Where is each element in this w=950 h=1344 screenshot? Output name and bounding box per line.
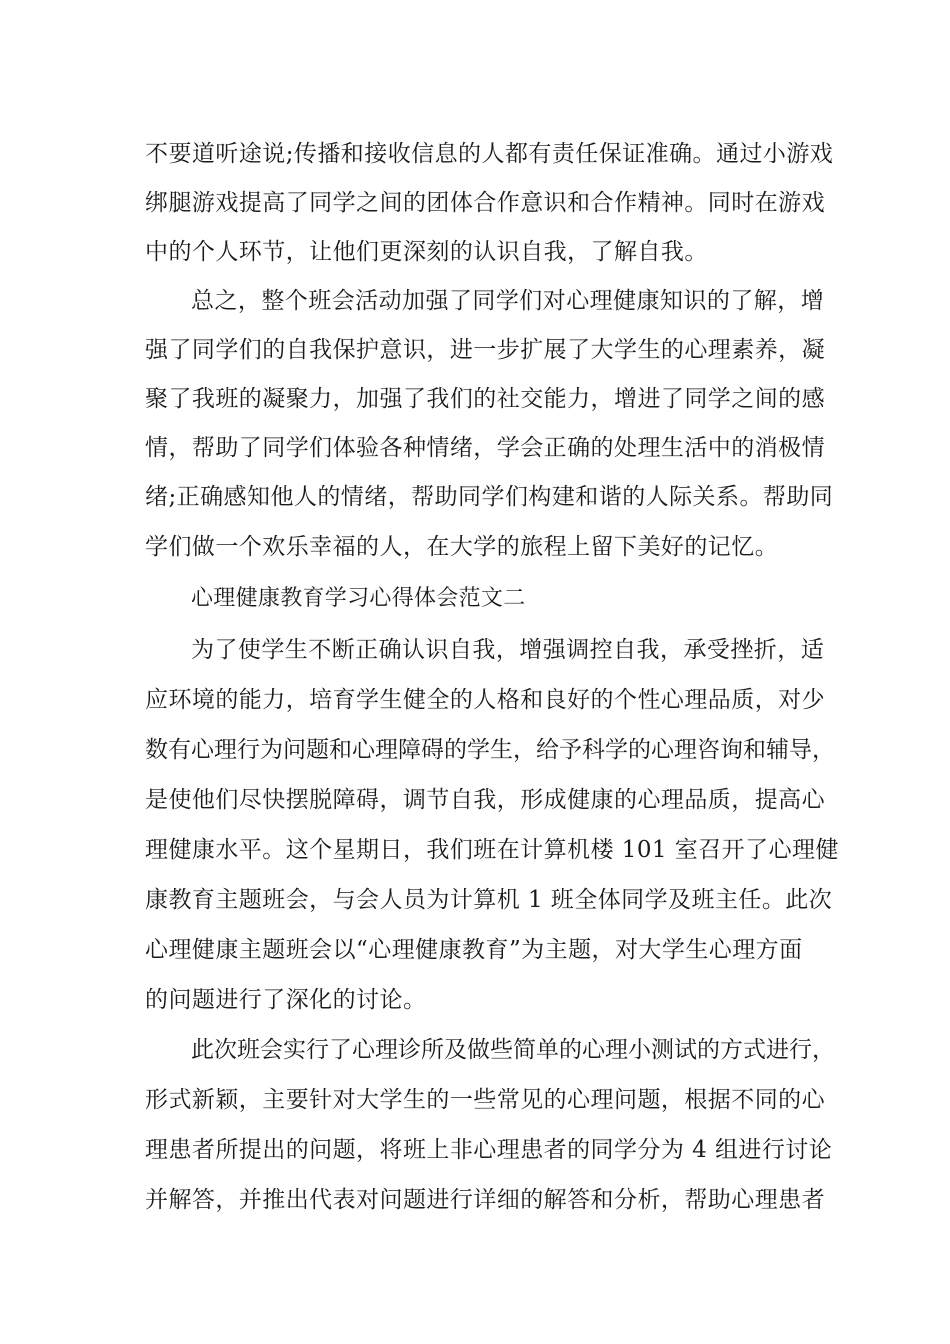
text-line <box>0 1134 950 1166</box>
text-line <box>0 383 950 415</box>
line-text: 康教育主题班会，与会人员为计算机 1 班全体同学及班主任。此次 <box>145 887 833 913</box>
line-text: 理健康水平。这个星期日，我们班在计算机楼 101 室召开了心理健 <box>145 837 839 863</box>
text-line <box>0 784 950 816</box>
text-line <box>0 884 950 916</box>
text-line <box>0 334 950 366</box>
heading-text: 心理健康教育学习心得体会范文二 <box>191 586 526 611</box>
line-text: 是使他们尽快摆脱障碍，调节自我，形成健康的心理品质，提高心 <box>145 787 826 813</box>
line-text: 总之，整个班会活动加强了同学们对心理健康知识的了解，增 <box>191 288 825 314</box>
text-line <box>0 834 950 866</box>
text-line <box>0 734 950 766</box>
line-text: 不要道听途说;传播和接收信息的人都有责任保证准确。通过小游戏 <box>145 141 834 167</box>
text-line <box>0 1034 950 1066</box>
line-text: 聚了我班的凝聚力，加强了我们的社交能力，增进了同学之间的感 <box>145 386 826 412</box>
text-line <box>0 934 950 966</box>
text-line <box>0 236 950 268</box>
line-text: 心理健康主题班会以“心理健康教育”为主题，对大学生心理方面 <box>145 937 803 963</box>
line-text: 此次班会实行了心理诊所及做些简单的心理小测试的方式进行， <box>191 1037 835 1063</box>
line-text: 应环境的能力，培育学生健全的人格和良好的个性心理品质，对少 <box>145 687 826 713</box>
line-text: 强了同学们的自我保护意识，进一步扩展了大学生的心理素养，凝 <box>145 337 826 363</box>
line-text: 理患者所提出的问题，将班上非心理患者的同学分为 4 组进行讨论 <box>145 1137 833 1163</box>
text-line <box>0 138 950 170</box>
text-line <box>0 187 950 219</box>
text-line <box>0 531 950 563</box>
text-line <box>0 634 950 666</box>
text-line <box>0 1084 950 1116</box>
text-line <box>0 285 950 317</box>
line-text: 中的个人环节，让他们更深刻的认识自我，了解自我。 <box>145 239 708 265</box>
text-line <box>0 984 950 1016</box>
line-text: 并解答，并推出代表对问题进行详细的解答和分析，帮助心理患者 <box>145 1187 826 1213</box>
line-text: 学们做一个欢乐幸福的人，在大学的旅程上留下美好的记忆。 <box>145 534 779 560</box>
line-text: 绪;正确感知他人的情绪，帮助同学们构建和谐的人际关系。帮助同 <box>145 484 834 510</box>
line-text: 的问题进行了深化的讨论。 <box>145 987 427 1013</box>
line-text: 为了使学生不断正确认识自我，增强调控自我，承受挫折，适 <box>191 637 825 663</box>
line-text: 情，帮助了同学们体验各种情绪，学会正确的处理生活中的消极情 <box>145 435 826 461</box>
text-line <box>0 684 950 716</box>
section-heading <box>0 583 950 615</box>
line-text: 形式新颖，主要针对大学生的一些常见的心理问题，根据不同的心 <box>145 1087 826 1113</box>
line-text: 绑腿游戏提高了同学之间的团体合作意识和合作精神。同时在游戏 <box>145 190 826 216</box>
text-line <box>0 481 950 513</box>
text-line <box>0 1184 950 1216</box>
text-line <box>0 432 950 464</box>
line-text: 数有心理行为问题和心理障碍的学生，给予科学的心理咨询和辅导， <box>145 737 835 763</box>
